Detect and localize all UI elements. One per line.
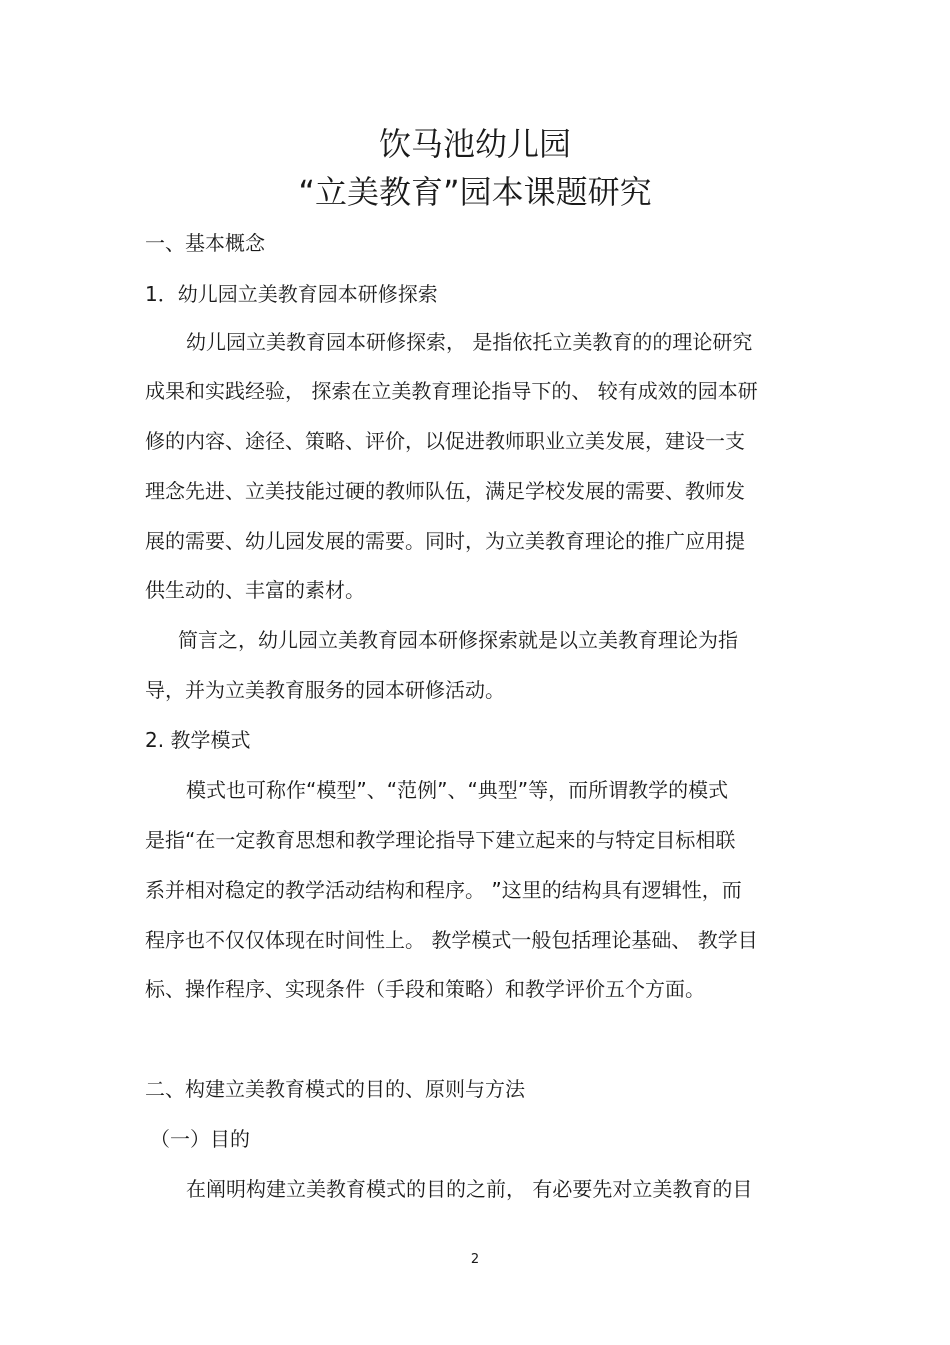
paragraph-line: 成果和实践经验， 探索在立美教育理论指导下的、 较有成效的园本研 (145, 379, 758, 403)
paragraph-line: 简言之，幼儿园立美教育园本研修探索就是以立美教育理论为指 (178, 628, 738, 652)
page-number: 2 (470, 1252, 480, 1267)
paragraph-line: 展的需要、幼儿园发展的需要。同时，为立美教育理论的推广应用提 (145, 529, 745, 553)
paragraph-line: 标、操作程序、实现条件（手段和策略）和教学评价五个方面。 (145, 977, 705, 1001)
subsection-heading-teaching-mode: 2. 教学模式 (145, 728, 251, 752)
paragraph-line: 是指“在一定教育思想和教学理论指导下建立起来的与特定目标相联 (145, 828, 736, 852)
paragraph-line: 导，并为立美教育服务的园本研修活动。 (145, 678, 505, 702)
paragraph-line: 模式也可称作“模型”、“范例”、“典型”等，而所谓教学的模式 (186, 778, 729, 802)
paragraph-line: 程序也不仅仅体现在时间性上。 教学模式一般包括理论基础、 教学目 (145, 928, 758, 952)
section-heading-basic-concepts: 一、基本概念 (145, 231, 265, 255)
paragraph-line: 系并相对稳定的教学活动结构和程序。 ”这里的结构具有逻辑性，而 (145, 878, 742, 902)
paragraph-line: 在阐明构建立美教育模式的目的之前， 有必要先对立美教育的目 (186, 1177, 753, 1201)
subsection-heading-purpose: （一）目的 (150, 1127, 250, 1151)
document-title-line-1: 饮马池幼儿园 (378, 125, 571, 163)
section-heading-purpose-principles: 二、构建立美教育模式的目的、原则与方法 (145, 1077, 525, 1101)
subsection-heading-research: 1．幼儿园立美教育园本研修探索 (145, 282, 438, 306)
paragraph-line: 幼儿园立美教育园本研修探索， 是指依托立美教育的的理论研究 (186, 330, 753, 354)
document-title-line-2: “立美教育”园本课题研究 (298, 173, 652, 211)
paragraph-line: 理念先进、立美技能过硬的教师队伍，满足学校发展的需要、教师发 (145, 479, 745, 503)
paragraph-line: 修的内容、途径、策略、评价，以促进教师职业立美发展，建设一支 (145, 429, 745, 453)
paragraph-line: 供生动的、丰富的素材。 (145, 578, 365, 602)
